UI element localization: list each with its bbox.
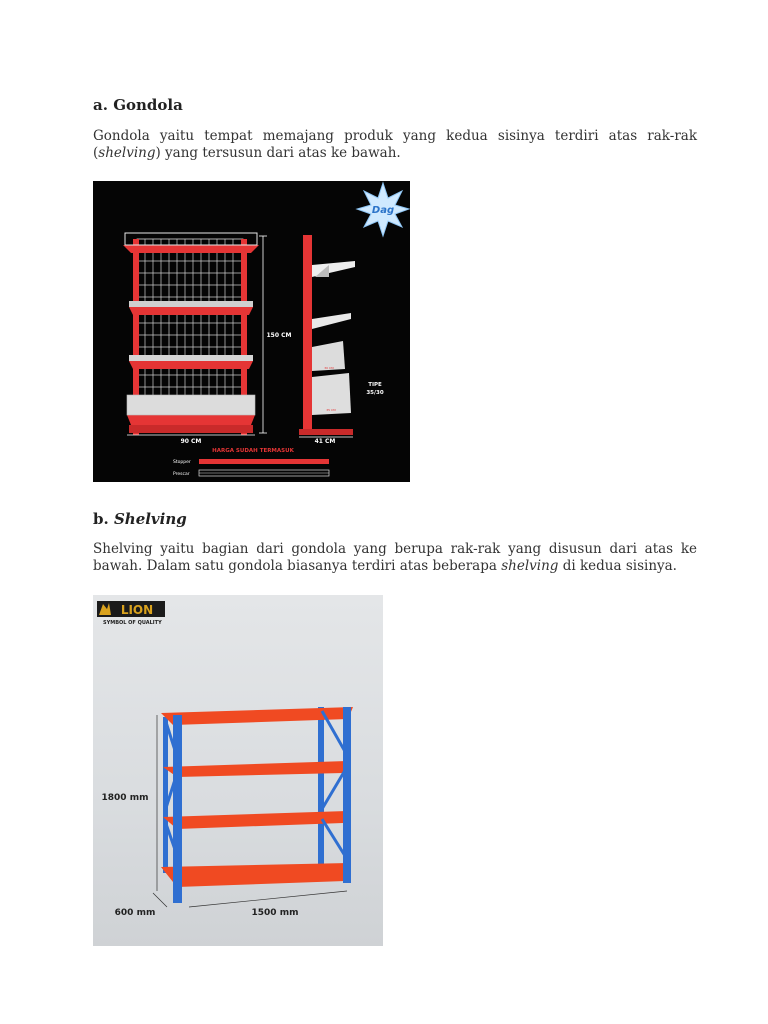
gondola-side — [299, 235, 384, 445]
section-b-heading — [93, 510, 187, 528]
included-banner: HARGA SUDAH TERMASUK — [212, 448, 294, 454]
width-label: 90 CM — [180, 438, 202, 445]
dag-badge-text: Dag — [371, 205, 395, 216]
accessories-strip — [173, 448, 329, 477]
gondola-image — [93, 181, 410, 482]
tipe-value: 35/30 — [366, 390, 384, 396]
dim-small-2: 35 CM — [326, 408, 336, 412]
brand-name: LION — [120, 603, 154, 617]
brand-tagline: SYMBOL OF QUALITY — [103, 620, 162, 626]
depth-label: 41 CM — [314, 438, 336, 445]
section-a-paragraph — [93, 128, 697, 162]
lion-logo — [97, 601, 165, 626]
section-a-text-1: Gondola yaitu tempat memajang produk yang kedua sisinya terdiri atas rak-rak ( — [93, 128, 697, 161]
section-a-marker: a. — [93, 96, 108, 114]
dim-small-1: 30 CM — [324, 366, 334, 370]
shelving-depth-label: 600 mm — [114, 908, 156, 918]
prescar-label: Prescar — [173, 472, 190, 477]
shelving-width-label: 1500 mm — [251, 908, 299, 918]
section-b-marker: b. — [93, 510, 109, 528]
gondola-illustration — [93, 181, 410, 482]
stopper-label: Stopper — [173, 460, 191, 465]
section-b-paragraph — [93, 541, 697, 575]
section-b-text-1: Shelving yaitu bagian dari gondola yang berupa rak-rak yang disusun dari atas ke bawah. Dalam satu gondola biasanya terdiri atas beberapa — [93, 541, 697, 574]
height-label: 150 CM — [266, 332, 292, 339]
shelving-rack — [161, 707, 353, 903]
section-a-text-2: ) yang tersusun dari atas ke bawah. — [155, 145, 401, 161]
section-b-title: Shelving — [113, 510, 187, 528]
width-dimension — [127, 435, 255, 445]
section-b-em: shelving — [501, 558, 559, 574]
section-a-title: Gondola — [113, 96, 183, 114]
section-a-em: shelving — [98, 145, 156, 161]
tipe-label: TIPE — [368, 382, 382, 388]
section-a-heading — [93, 96, 183, 114]
shelving-illustration — [93, 595, 383, 946]
shelving-image — [93, 595, 383, 946]
section-b-text-2: di kedua sisinya. — [558, 558, 677, 574]
shelving-height-label: 1800 mm — [101, 793, 149, 803]
height-dimension — [259, 236, 292, 433]
dag-badge — [357, 183, 409, 236]
gondola-front — [123, 233, 259, 435]
